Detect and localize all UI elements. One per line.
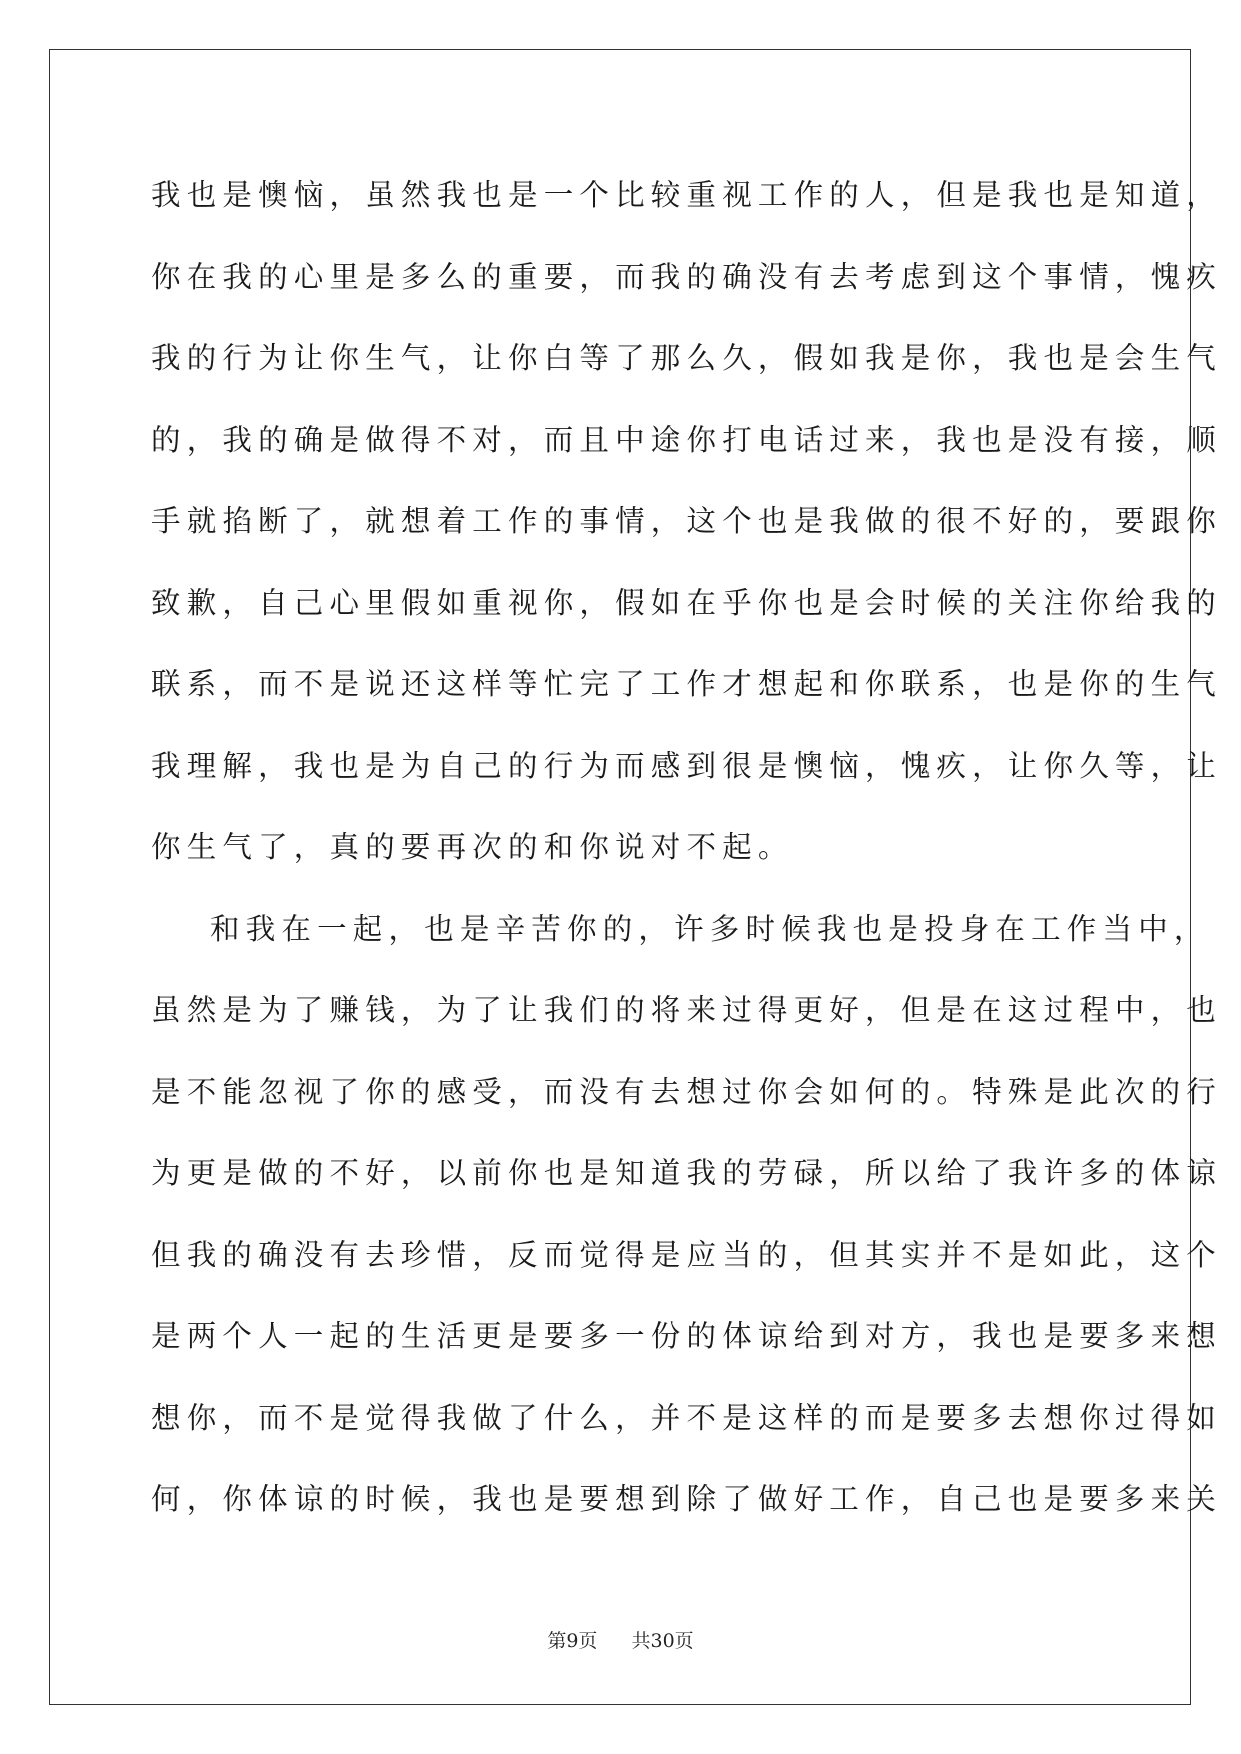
text-line: 为更是做的不好，以前你也是知道我的劳碌，所以给了我许多的体谅 [151, 1156, 1223, 1190]
page-footer [0, 1626, 1241, 1653]
text-line: 我的行为让你生气，让你白等了那么久，假如我是你，我也是会生气 [151, 341, 1223, 375]
page-total: 共30页 [631, 1630, 694, 1652]
text-line: 我也是懊恼，虽然我也是一个比较重视工作的人，但是我也是知道， [151, 178, 1223, 212]
text-line: 虽然是为了赚钱，为了让我们的将来过得更好，但是在这过程中，也 [151, 993, 1223, 1027]
page-number: 第9页 [547, 1630, 598, 1652]
text-line: 你在我的心里是多么的重要，而我的确没有去考虑到这个事情，愧疚 [151, 259, 1223, 294]
text-line: 你生气了，真的要再次的和你说对不起。 [151, 830, 794, 864]
text-line: 手就掐断了，就想着工作的事情，这个也是我做的很不好的，要跟你 [151, 504, 1223, 538]
document-body [151, 155, 1223, 1541]
text-line: 何，你体谅的时候，我也是要想到除了做好工作，自己也是要多来关 [151, 1482, 1223, 1516]
text-line: 但我的确没有去珍惜，反而觉得是应当的，但其实并不是如此，这个 [151, 1237, 1223, 1272]
text-line: 致歉，自己心里假如重视你，假如在乎你也是会时候的关注你给我的 [151, 585, 1223, 620]
text-line: 是不能忽视了你的感受，而没有去想过你会如何的。特殊是此次的行 [151, 1074, 1223, 1109]
text-line: 想你，而不是觉得我做了什么，并不是这样的而是要多去想你过得如 [151, 1400, 1223, 1435]
text-line: 是两个人一起的生活更是要多一份的体谅给到对方，我也是要多来想 [151, 1319, 1223, 1353]
text-line: 我理解，我也是为自己的行为而感到很是懊恼，愧疚，让你久等，让 [151, 748, 1223, 783]
text-line: 的，我的确是做得不对，而且中途你打电话过来，我也是没有接，顺 [151, 422, 1223, 457]
text-line: 联系，而不是说还这样等忙完了工作才想起和你联系，也是你的生气 [151, 667, 1223, 701]
paragraph-first-line: 和我在一起，也是辛苦你的，许多时候我也是投身在工作当中， [210, 911, 1210, 946]
